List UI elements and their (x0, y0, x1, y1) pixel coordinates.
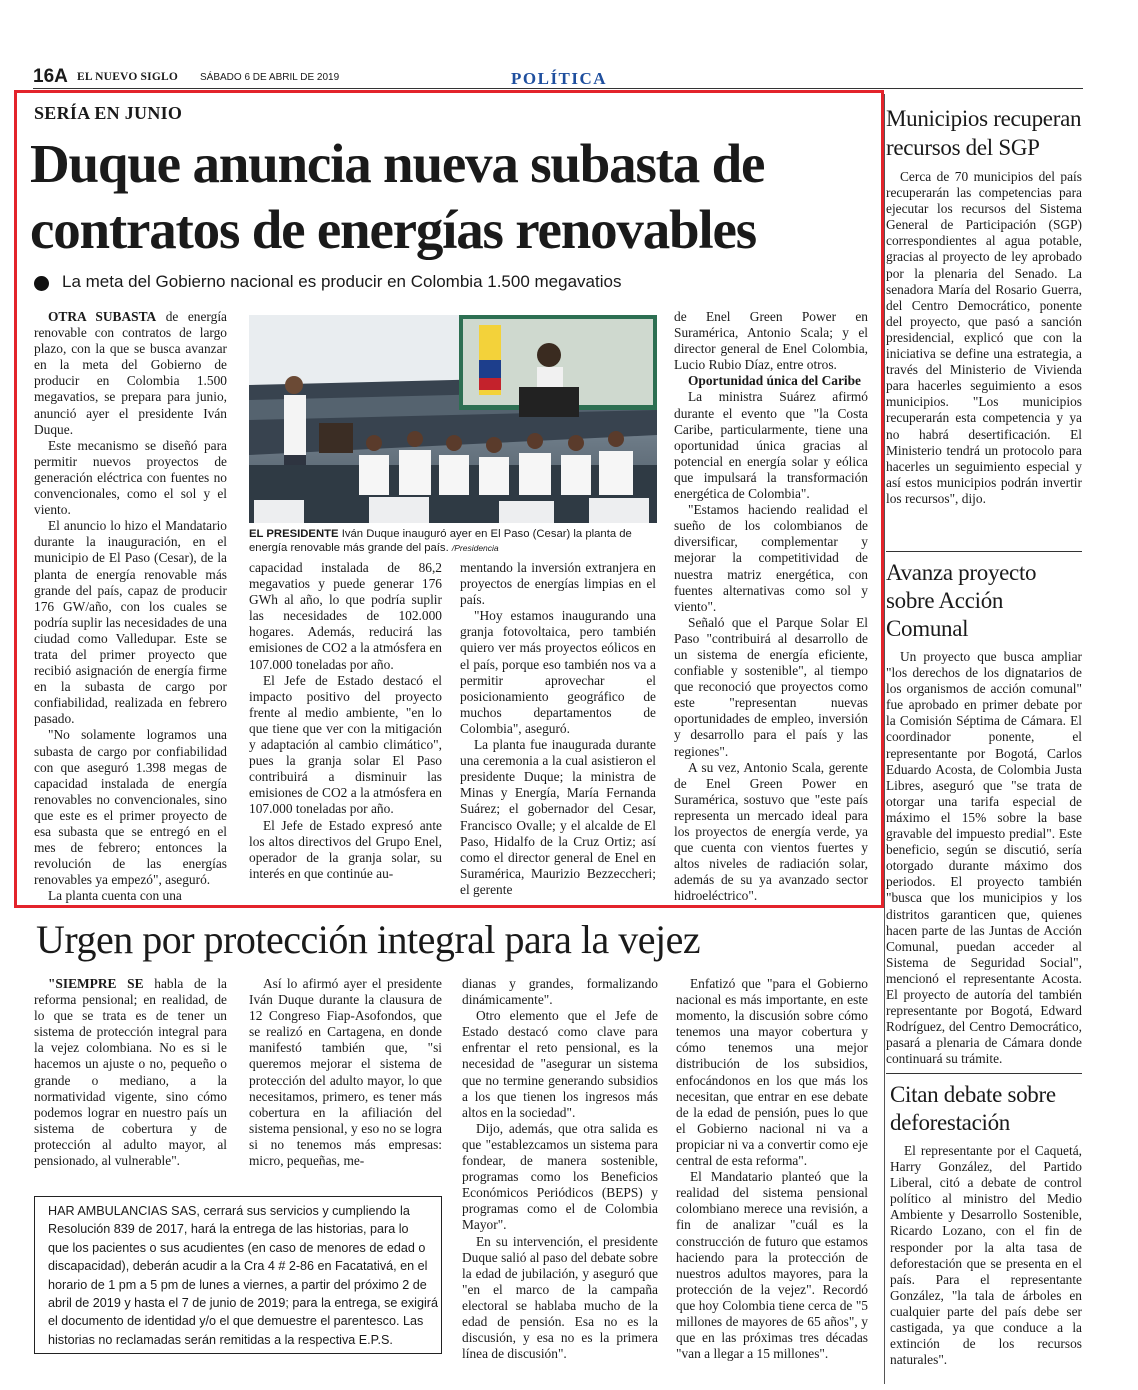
paragraph (676, 1169, 868, 1362)
paragraph-text: El Jefe de Estado expresó ante los altos directivos del Grupo Enel, operador de la granja solar, su interés en que continúe au- (249, 817, 442, 881)
paragraph (34, 727, 227, 888)
notice-line: HAR AMBULANCIAS SAS, cerrará sus servicios y cumpliendo la (48, 1204, 410, 1218)
sidebar-rule (884, 94, 885, 1384)
sidebar-body3: El representante por el Caquetá, Harry González, del Partido Liberal, citó a debate de control político al ministro del Medio Ambiente y Desarrollo Sostenible, Ricardo Lozano, con el fin de responder por la alta tasa de deforestación que se presenta en el país. Para el representante González, "la tala de árboles en cualquier parte del país debe ser castigada, ya que conduce a la extinción de los recursos naturales". (890, 1143, 1082, 1368)
paragraph-text: Dijo, además, que otra salida es que "establezcamos un sistema para fondear, de manera sostenible, programas como los Beneficios Económicos Periódicos (BEPS) y programas como el de Colombia Mayor". (462, 1120, 658, 1233)
paragraph-text: "Estamos haciendo realidad el sueño de los colombianos de diversificar, complementar y mejorar la competitividad de nuestra matriz energética, con fuentes alternativas como sol y viento". (674, 502, 868, 614)
paragraph (460, 608, 656, 737)
paragraph-text: El Jefe de Estado destacó el impacto positivo del proyecto frente al medio ambiente, "en lo que tiene que ver con la mitigación y adaptación al cambio climático", pues la granja solar El Paso contribuirá a disminuir las emisiones de CO2 a la atmósfera en 107.000 toneladas por año. (249, 672, 442, 817)
paragraph-text: La planta fue inaugurada durante una ceremonia a la cual asistieron el presidente Duque; la ministra de Minas y Energía, María Fernanda Suárez; el gobernador del Cesar, Francisco Ovalle; y el alcalde de El Paso, Hidalfo de la Cruz Ortiz; así como el director general de Enel en Suramérica, Maurizio Bezzeccheri; el gerente (460, 737, 656, 897)
paragraph (34, 888, 227, 904)
header-date: SÁBADO 6 DE ABRIL DE 2019 (200, 72, 340, 83)
paragraph-text: mentando la inversión extranjera en proyectos de energías limpias en el país. (460, 560, 656, 608)
paragraph (674, 760, 868, 905)
main-col1 (34, 309, 227, 904)
paragraph-text: capacidad instalada de 86,2 megavatios y puede generar 176 GWh al año, lo que podría suplir las necesidades de 102.000 hogares. Además, reducirá las emisiones de CO2 a la atmósfera en 107.000 toneladas por año. (249, 560, 442, 672)
paragraph (674, 502, 868, 615)
page-number: 16A (33, 66, 68, 87)
sidebar-title2: Avanza proyecto sobre Acción Comunal (886, 560, 1037, 641)
second-col1 (34, 976, 227, 1169)
sidebar-body2: Un proyecto que busca ampliar "los derechos de los dignatarios de los organismos de acción comunal" fue aprobado en primer debate por la Comisión Séptima de Cámara. El coordinador ponente, el representante por Bogotá, Carlos Eduardo Acosta, de Colombia Justa Libres, aseguró que "se trata de otorgar una tarifa especial de máximo el 15% sobre la base gravable del impuesto predial". Este beneficio, según se discutió, sería otorgado durante máximo dos periodos. El proyecto también "busca que los municipios y los distritos garanticen que, quienes hacen parte de las Juntas de Acción Comunal, puedan acceder al Sistema de Seguridad Social", mencionó el representante Acosta. El proyecto de autoría del también representante por Bogotá, Edward Rodríguez, del Centro Democrático, pasará a plenaria de Cámara donde continuará su trámite. (886, 649, 1082, 1067)
paragraph-text: A su vez, Antonio Scala, gerente de Enel Green Power en Suramérica, sostuvo que "este país representa un mercado ideal para los proyectos de energía verde, ya que cuenta con vientos fuertes y altos niveles de radiación solar, además de su ya avanzado sector hidroeléctrico". (674, 759, 868, 904)
sidebar-body1: Cerca de 70 municipios del país recuperarán las competencias para ejecutar los recursos del Sistema General de Participación (SGP) correspondientes al agua potable, gracias al proyecto de ley aprobado por la plenaria del Senado. La senadora María del Rosario Guerra, del Centro Democrático, ponente del proyecto, que pasó a sanción presidencial, explicó que con la iniciativa se define una estrategia, a través del Ministerio de Vivienda para hacerles seguimiento a esos municipios. "Los municipios recuperarán esta competencia y ya no habrá desertificación. El Ministerio tendrá un protocolo para hacerles un seguimiento especial y así estos municipios podrán invertir los recursos", dijo. (886, 169, 1082, 506)
photo-credit: /Presidencia (451, 543, 499, 553)
paragraph (460, 737, 656, 898)
main-col3 (460, 560, 656, 898)
second-col3 (462, 976, 658, 1362)
paragraph (34, 309, 227, 438)
paragraph-text: El anuncio lo hizo el Mandatario durante la inauguración, en el municipio de El Paso (Cesar), de la planta de energía renovable más grande del país, capaz de producir 176 GW/año, con los cuales se podría suplir las necesidades de una ciudad como Valledupar. Este se trata del primer proyecto que recibió asignación de energía firme en la subasta de cargo por confiabilidad, realizada en febrero pasado. (34, 518, 227, 727)
main-headline-line2: contratos de energías renovables (30, 199, 756, 260)
sidebar-title1: Municipios recuperan recursos del SGP (886, 106, 1082, 160)
paragraph (249, 818, 442, 882)
page-header (33, 66, 1083, 90)
paragraph (249, 560, 442, 673)
notice-line: el documento de identidad y/o el que demuestre el parentesco. Las (48, 1314, 424, 1329)
paragraph (34, 518, 227, 727)
sidebar-story2 (886, 559, 1082, 1067)
photo-caption (249, 527, 659, 555)
paragraph (462, 1008, 658, 1121)
paragraph-text: dianas y grandes, formalizando dinámicamente". (462, 976, 658, 1008)
notice-line: Resolución 839 de 2017, hará la entrega de las historias, para lo (48, 1222, 409, 1237)
header-rule (33, 88, 1083, 89)
paragraph-text: Así lo afirmó ayer el presidente Iván Duque durante la clausura de 12 Congreso Fiap-Asofondos, que se realizó en Cartagena, en donde manifestó también que, "si queremos mejorar el sistema de protección del adulto mayor, lo que necesitamos, primero, es tener más cobertura en la afiliación del sistema pensional, y eso no se logra si no tenemos más empresas: micro, pequeñas, me- (249, 976, 442, 1169)
paragraph (249, 673, 442, 818)
notice-line: abril de 2019 y hasta el 7 de junio de 2019; para la entrega, se exigirá (48, 1296, 438, 1311)
paragraph (462, 1121, 658, 1234)
sidebar-title3: Citan debate sobre deforestación (890, 1082, 1056, 1135)
caption-text: Iván Duque inauguró ayer en El Paso (Cesar) la planta de energía renovable más grande del país. (249, 528, 632, 554)
paragraph (674, 309, 868, 373)
paragraph (249, 976, 442, 1169)
notice-line: que los pacientes o sus acudientes (en caso de menores de edad o (48, 1240, 426, 1255)
paragraph-text: La ministra Suárez afirmó durante el evento que "la Costa Caribe, particularmente, tiene una oportunidad única gracias al potencial en energía solar y eólica que impulsará la transformación energética de Colombia". (674, 389, 868, 502)
sidebar-divider2 (886, 1073, 1082, 1074)
sidebar-story3 (890, 1081, 1082, 1368)
notice-line: discapacidad), deberán acudir a la Cra 4 # 2-86 en Facatativá, en el (48, 1259, 428, 1274)
paragraph-text: Otro elemento que el Jefe de Estado destacó como clave para enfrentar el reto pensional, es la necesidad de "asegurar un sistema que no termine generando subsidios a los que tienen los ingresos más altos en la sociedad". (462, 1008, 658, 1120)
paragraph (676, 976, 868, 1169)
story-kicker: SERÍA EN JUNIO (34, 103, 183, 123)
caption-lead: EL PRESIDENTE (249, 528, 339, 540)
article-photo (249, 315, 657, 523)
paragraph (674, 615, 868, 760)
second-col2 (249, 976, 442, 1169)
second-col4 (676, 976, 868, 1362)
lead-in: OTRA SUBASTA (48, 309, 157, 324)
paragraph (674, 389, 868, 502)
paragraph-text: "Hoy estamos inaugurando una granja fotovoltaica, pero también quiero ver más proyectos eólicos en el país, porque eso también nos va a permitir aprovechar el posicionamiento geográfico de muchos departamentos de Colombia", aseguró. (460, 608, 656, 736)
main-subtitle: La meta del Gobierno nacional es producir en Colombia 1.500 megavatios (62, 272, 622, 291)
notice-box (34, 1196, 442, 1354)
paragraph-text: Enfatizó que "para el Gobierno nacional es más importante, en este momento, la discusión sobre cómo tenemos una mayor cobertura y cómo tenemos una mejor distribución de los subsidios, enfocándonos en los que más los necesitan, que entrar en ese debate de la edad de pensión, pues lo que el Gobierno nacional ni va a propiciar ni va a convertir como eje central de esta reforma". (676, 976, 868, 1169)
main-col4 (674, 309, 868, 904)
paragraph-text: de Enel Green Power en Suramérica, Antonio Scala; y el director general de Enel Colombia, Lucio Rubio Díaz, entre otros. (674, 309, 868, 373)
paragraph-text: La planta cuenta con una (48, 888, 182, 904)
paragraph (34, 438, 227, 518)
paragraph-text: Señaló que el Parque Solar El Paso "contribuirá al desarrollo de un sistema de energía eficiente, confiable y sostenible", al tiempo que reconoció que proyectos como este "representan nuevas oportunidades de empleo, inversión y desarrollo para el país y las regiones". (674, 614, 868, 759)
paragraph-text: habla de la reforma pensional; en realidad, de lo que se trata es de tener un sistema de protección integral para la vejez colombiana. No es si le hacemos un ajuste o no, pequeño o grande o mediano, a la normatividad vigente, sino cómo podemos lograr en nuestro país un sistema de cobertura y de protección al adulto mayor, al pensionado, al vulnerable". (34, 976, 227, 1169)
newspaper-name: EL NUEVO SIGLO (77, 71, 178, 83)
paragraph-text: "No solamente logramos una subasta de cargo por confiabilidad con que aseguró 1.398 megas de capacidad instalada de energía renovables no convencionales, sino que este es el primer proyecto de esa subasta que se entregó en el mes de febrero; entonces la revolución de las energías renovables ya empezó", aseguró. (34, 727, 227, 888)
col4-subhead: Oportunidad única del Caribe (688, 373, 861, 389)
bullet-icon (34, 276, 49, 291)
sidebar-story1 (886, 105, 1082, 507)
paragraph-text: El Mandatario planteó que la realidad del sistema pensional colombiano merece una revisión, a fin de analizar "cuál es la construcción de futuro que estamos haciendo para la protección de nuestros adultos mayores, para la protección de la vejez". Recordó que hoy Colombia tiene cerca de "5 millones de mayores de 65 años", y que en las próximas tres décadas "van a llegar a 15 millones". (676, 1169, 868, 1362)
main-col2 (249, 560, 442, 882)
paragraph (34, 976, 227, 1169)
paragraph (462, 976, 658, 1008)
lead-in: "SIEMPRE SE (48, 976, 144, 991)
paragraph-text: de energía renovable con contratos de largo plazo, con la que se busca avanzar en la meta del Gobierno de producir en Colombia 1.500 megavatios, se prepara para junio, anunció ayer el presidente Iván Duque. (34, 309, 227, 437)
sidebar-divider1 (886, 551, 1082, 552)
second-headline: Urgen por protección integral para la vejez (36, 917, 701, 962)
paragraph-text: Este mecanismo se diseñó para permitir nuevos proyectos de generación eléctrica con fuentes no convencionales, como el sol y el viento. (34, 437, 227, 518)
paragraph (462, 1234, 658, 1363)
notice-line: horario de 1 pm a 5 pm de lunes a viernes, a partir del próximo 2 de (48, 1277, 427, 1292)
notice-line: historias no reclamadas serán remitidas a la respectiva E.P.S. (48, 1332, 393, 1347)
paragraph (460, 560, 656, 608)
paragraph-text: En su intervención, el presidente Duque salió al paso del debate sobre la edad de jubilación, y aseguró que "en el marco de la campaña electoral se hablaba mucho de la edad de pensión. Esa no es la discusión, y esa no es la primera línea de discusión". (462, 1233, 658, 1362)
main-headline-line1: Duque anuncia nueva subasta de (30, 133, 765, 194)
section-title: POLÍTICA (511, 69, 608, 88)
